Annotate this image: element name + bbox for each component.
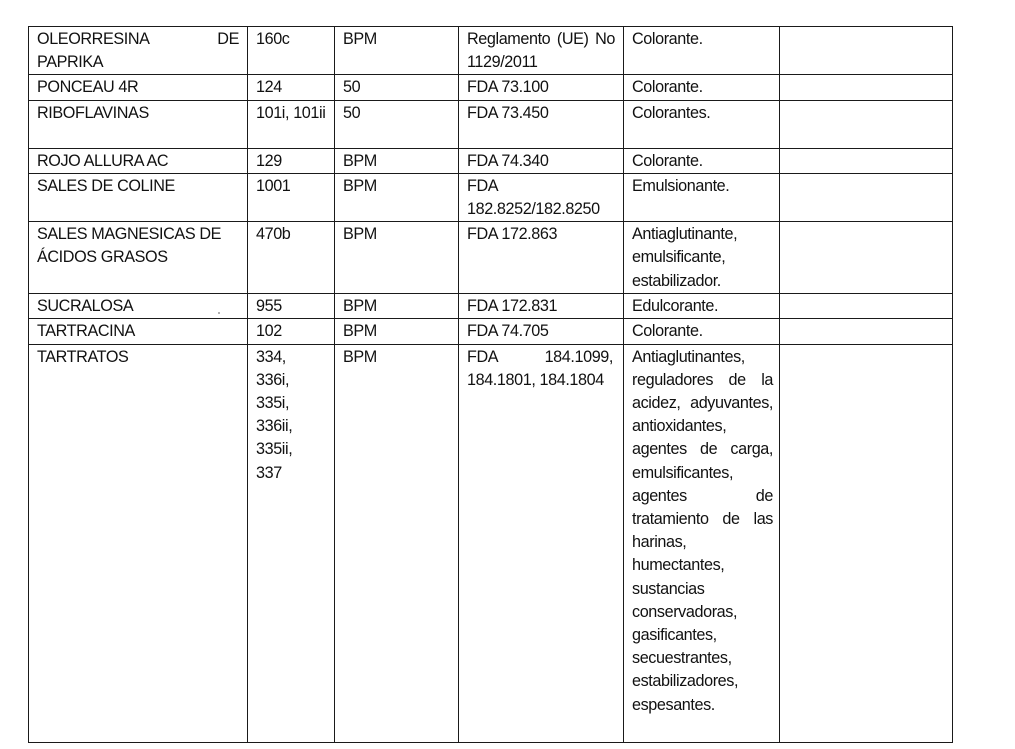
table-row <box>29 294 953 319</box>
function-cell: Edulcorante. <box>624 294 780 319</box>
notes-cell <box>780 100 953 148</box>
additive-name-cell: RIBOFLAVINAS <box>29 100 248 148</box>
ins-number-cell: 102 <box>248 319 335 344</box>
table-row <box>29 222 953 294</box>
function-cell: Antiaglutinante, emulsificante, estabilizador. <box>624 222 780 294</box>
max-level-cell: 50 <box>335 100 459 148</box>
regulation-cell: FDA 184.1099, 184.1801, 184.1804 <box>459 344 624 742</box>
ins-number-cell: 470b <box>248 222 335 294</box>
function-cell: Colorante. <box>624 319 780 344</box>
table-row <box>29 27 953 75</box>
additives-table <box>28 26 953 743</box>
notes-cell <box>780 319 953 344</box>
ins-number-cell: 955 <box>248 294 335 319</box>
additive-name-cell: TARTRATOS <box>29 344 248 742</box>
max-level-cell: BPM <box>335 148 459 173</box>
function-cell: Colorante. <box>624 148 780 173</box>
regulation-cell: FDA 172.863 <box>459 222 624 294</box>
regulation-cell: FDA 73.100 <box>459 75 624 100</box>
additive-name-cell: ROJO ALLURA AC <box>29 148 248 173</box>
regulation-cell: FDA 74.705 <box>459 319 624 344</box>
regulation-ref: Reglamento (UE) No 1129/2011 <box>467 30 615 72</box>
max-level-cell: BPM <box>335 27 459 75</box>
function-cell: Antiaglutinantes, reguladores de la acidez, adyuvantes, antioxidantes, agentes de carga, emulsificantes, agentes de tratamiento de las harinas, humectantes, sustancias conservadoras, gasificantes, secuestrantes, estabilizadores, espesantes. <box>624 344 780 742</box>
table-row <box>29 100 953 148</box>
function-cell: Colorante. <box>624 27 780 75</box>
additive-name-cell: TARTRACINA <box>29 319 248 344</box>
max-level-cell: BPM <box>335 222 459 294</box>
additive-name-cell: SALES DE COLINE <box>29 173 248 221</box>
notes-cell <box>780 344 953 742</box>
function-cell: Colorantes. <box>624 100 780 148</box>
notes-cell <box>780 75 953 100</box>
ins-number-cell: 334, 336i, 335i, 336ii, 335ii, 337 <box>248 344 335 742</box>
regulation-cell <box>459 27 624 75</box>
max-level-cell: BPM <box>335 294 459 319</box>
scan-speck <box>218 312 220 314</box>
additive-name-cell: SALES MAGNESICAS DE ÁCIDOS GRASOS <box>29 222 248 294</box>
regulation-cell: FDA 172.831 <box>459 294 624 319</box>
notes-cell <box>780 173 953 221</box>
max-level-cell: BPM <box>335 173 459 221</box>
notes-cell <box>780 27 953 75</box>
additive-name-cell: SUCRALOSA <box>29 294 248 319</box>
additive-name-cell <box>29 27 248 75</box>
table-row <box>29 173 953 221</box>
ins-number-cell: 129 <box>248 148 335 173</box>
ins-number-cell: 160c <box>248 27 335 75</box>
max-level-cell: 50 <box>335 75 459 100</box>
additive-name-cell: PONCEAU 4R <box>29 75 248 100</box>
function-cell: Emulsionante. <box>624 173 780 221</box>
max-level-cell: BPM <box>335 319 459 344</box>
ins-number-cell: 101i, 101ii <box>248 100 335 148</box>
table-row <box>29 75 953 100</box>
additive-name: OLEORRESINA DE PAPRIKA <box>37 30 239 72</box>
regulation-cell: FDA 73.450 <box>459 100 624 148</box>
function-cell: Colorante. <box>624 75 780 100</box>
notes-cell <box>780 222 953 294</box>
table-row <box>29 148 953 173</box>
ins-number-cell: 124 <box>248 75 335 100</box>
ins-number-cell: 1001 <box>248 173 335 221</box>
table-row <box>29 319 953 344</box>
regulation-cell: FDA 74.340 <box>459 148 624 173</box>
table-row <box>29 344 953 742</box>
notes-cell <box>780 294 953 319</box>
regulation-cell: FDA 182.8252/182.8250 <box>459 173 624 221</box>
notes-cell <box>780 148 953 173</box>
max-level-cell: BPM <box>335 344 459 742</box>
